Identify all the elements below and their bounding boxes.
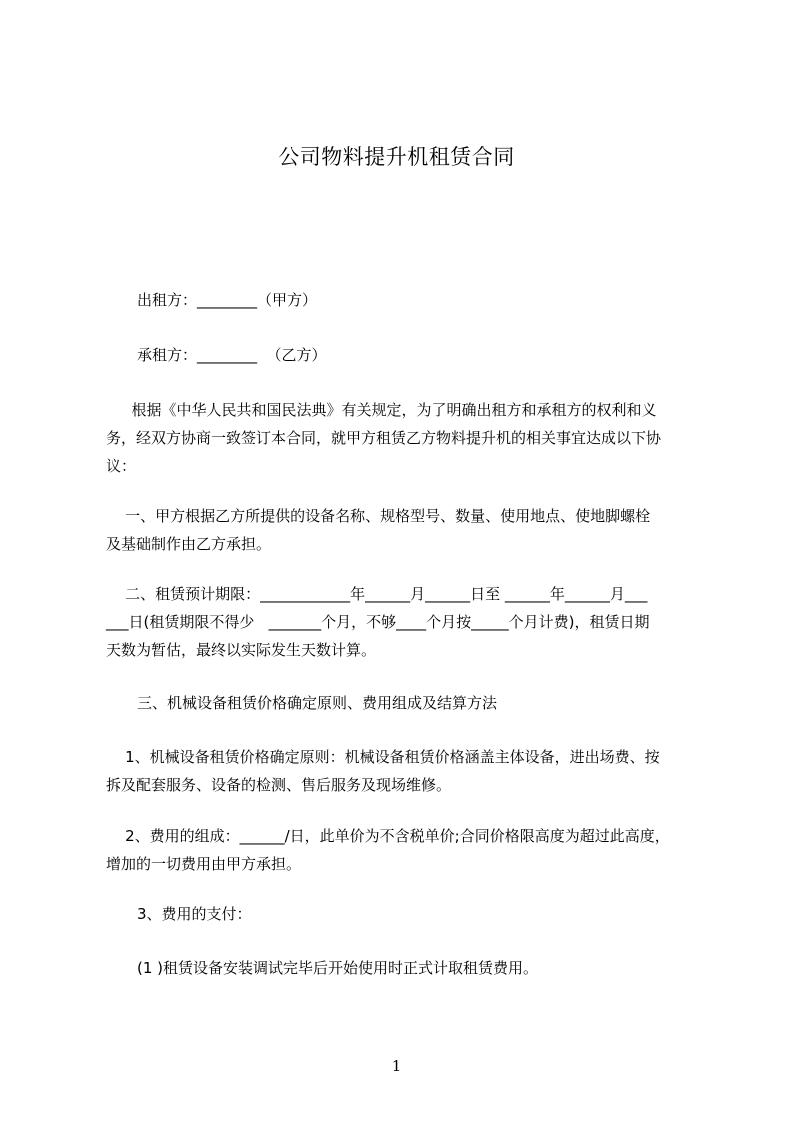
clause-2-line: 天数为暂估，最终以实际发生天数计算。 xyxy=(106,641,377,659)
clause-3-heading: 三、机械设备租赁价格确定原则、费用组成及结算方法 xyxy=(137,694,498,712)
lessor-line: 出租方：________（甲方） xyxy=(137,291,318,309)
clause-3-1-line: 拆及配套服务、设备的检测、售后服务及现场维修。 xyxy=(106,776,452,794)
lessee-line: 承租方：________ （乙方） xyxy=(137,346,327,364)
clause-3-2-line: 增加的一切费用由甲方承担。 xyxy=(106,855,302,873)
clause-1-line: 及基础制作由乙方承担。 xyxy=(106,535,272,553)
preamble-line: 务，经双方协商一致签订本合同，就甲方租赁乙方物料提升机的相关事宜达成以下协 xyxy=(106,429,662,447)
clause-3-1-line: 1、机械设备租赁价格确定原则：机械设备租赁价格涵盖主体设备，进出场费、按 xyxy=(106,748,660,766)
clause-3-3-heading: 3、费用的支付： xyxy=(137,905,252,923)
clause-3-2-line: 2、费用的组成：______/日，此单价为不含税单价;合同价格限高度为超过此高度， xyxy=(106,827,670,845)
clause-3-2-paragraph xyxy=(106,822,706,878)
preamble-line: 议： xyxy=(106,457,137,475)
page-number: 1 xyxy=(391,1057,402,1075)
clause-3-1-paragraph xyxy=(106,743,706,799)
preamble-paragraph xyxy=(106,396,706,480)
clause-2-line: 二、租赁预计期限：____________年______月______日至 ______年______月___ xyxy=(106,585,648,603)
clause-1-line: 一、甲方根据乙方所提供的设备名称、规格型号、数量、使用地点、使地脚螺栓 xyxy=(106,507,651,525)
clause-2-paragraph xyxy=(106,580,706,664)
document-title: 公司物料提升机租赁合同 xyxy=(278,145,515,169)
clause-2-line: ___日(租赁期限不得少 _______个月，不够____个月按_____个月计费)，租赁日期 xyxy=(106,613,650,631)
preamble-line: 根据《中华人民共和国民法典》有关规定，为了明确出租方和承租方的权利和义 xyxy=(122,401,657,419)
clause-1-paragraph xyxy=(106,502,706,558)
clause-3-3-1-line: (1 )租赁设备安装调试完毕后开始使用时正式计取租赁费用。 xyxy=(137,959,539,977)
